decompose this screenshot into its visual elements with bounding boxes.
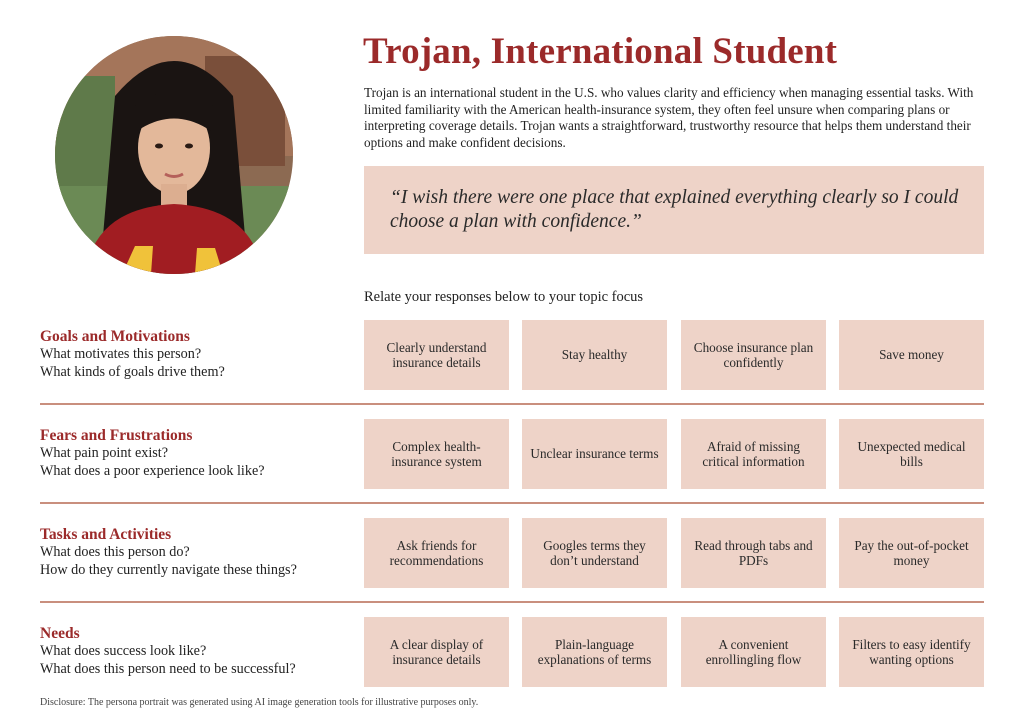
section-label [40, 625, 360, 678]
section-question-1: What does this person do? [40, 544, 190, 560]
card-google-terms: Googles terms they don’t understand [522, 518, 667, 588]
card-complex-system: Complex health-insurance system [364, 419, 509, 489]
section-label [40, 328, 360, 381]
card-save-money: Save money [839, 320, 984, 390]
section-question-1: What pain point exist? [40, 445, 169, 461]
section-question-2: What does a poor experience look like? [40, 462, 265, 479]
section-question-1: What motivates this person? [40, 346, 202, 362]
section-label [40, 427, 360, 480]
card-clear-display: A clear display of insurance details [364, 617, 509, 687]
section-divider [40, 502, 984, 504]
section-question-2: What kinds of goals drive them? [40, 363, 225, 380]
card-plain-language: Plain-language explanations of terms [522, 617, 667, 687]
card-choose-plan-confidently: Choose insurance plan confidently [681, 320, 826, 390]
card-filters: Filters to easy identify wanting options [839, 617, 984, 687]
disclosure-note: Disclosure: The persona portrait was generated using AI image generation tools for illustrative purposes only. [40, 697, 479, 708]
card-unclear-terms: Unclear insurance terms [522, 419, 667, 489]
persona-quote: “I wish there were one place that explained everything clearly so I could choose a plan with confidence.” [364, 166, 984, 254]
persona-portrait [55, 36, 293, 274]
section-title: Tasks and Activities [40, 526, 172, 543]
section-tasks-and-activities [40, 518, 984, 590]
section-question-2: What does this person need to be successful? [40, 660, 296, 677]
card-stay-healthy: Stay healthy [522, 320, 667, 390]
card-pay-out-of-pocket: Pay the out-of-pocket money [839, 518, 984, 588]
card-read-tabs-pdfs: Read through tabs and PDFs [681, 518, 826, 588]
portrait-image [55, 36, 293, 274]
card-clearly-understand-insurance-details: Clearly understand insurance details [364, 320, 509, 390]
section-question-2: How do they currently navigate these things? [40, 561, 297, 578]
persona-title: Trojan, International Student [363, 31, 838, 72]
section-fears-and-frustrations [40, 419, 984, 491]
section-title: Goals and Motivations [40, 328, 190, 345]
relate-instruction: Relate your responses below to your topic focus [364, 289, 644, 305]
section-divider [40, 601, 984, 603]
card-ask-friends: Ask friends for recommendations [364, 518, 509, 588]
section-title: Needs [40, 625, 80, 642]
section-title: Fears and Frustrations [40, 427, 193, 444]
section-label [40, 526, 360, 579]
card-missing-information: Afraid of missing critical information [681, 419, 826, 489]
persona-intro: Trojan is an international student in the U.S. who values clarity and efficiency when managing essential tasks. With limited familiarity with the American health-insurance system, they often feel unsure when comparing plans or interpreting coverage details. Trojan wants a straightforward, trustworthy resource that helps them understand their options and make confident decisions. [364, 85, 974, 150]
card-unexpected-bills: Unexpected medical bills [839, 419, 984, 489]
section-divider [40, 403, 984, 405]
section-needs [40, 617, 984, 689]
section-goals-and-motivations [40, 320, 984, 392]
card-enrolling-flow: A convenient enrollingling flow [681, 617, 826, 687]
section-question-1: What does success look like? [40, 643, 207, 659]
